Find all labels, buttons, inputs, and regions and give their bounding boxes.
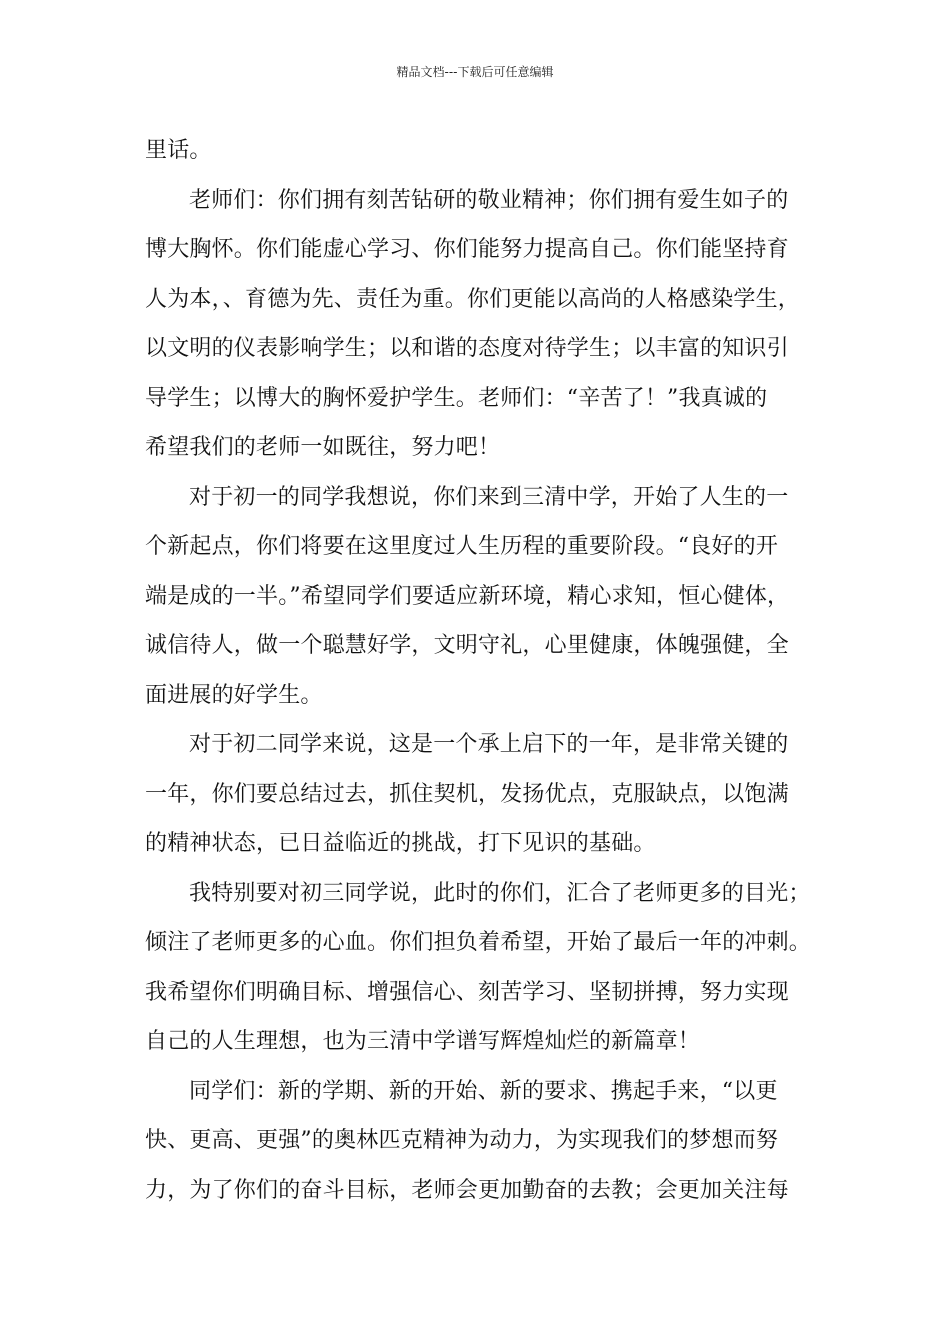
text-line: 以文明的仪表影响学生；以和谐的态度对待学生；以丰富的知识引: [145, 336, 789, 361]
text-line: 快、更高、更强”的奥林匹克精神为动力，为实现我们的梦想而努: [145, 1128, 779, 1153]
text-line: 个新起点，你们将要在这里度过人生历程的重要阶段。“良好的开: [145, 534, 779, 559]
document-body: [145, 126, 813, 1215]
text-line: 人为本，、育德为先、责任为重。你们更能以高尚的人格感染学生，: [145, 286, 801, 312]
text-line: 面进展的好学生。: [145, 682, 323, 708]
text-line: 博大胸怀。你们能虚心学习、你们能努力提高自己。你们能坚持育: [145, 237, 789, 262]
text-line: 的精神状态，已日益临近的挑战，打下见识的基础。: [145, 831, 656, 856]
text-line: 自己的人生理想，也为三清中学谱写辉煌灿烂的新篇章！: [145, 1029, 701, 1054]
text-line: 里话。: [145, 138, 212, 163]
page-header: 精品文档---下载后可任意编辑: [396, 65, 554, 79]
text-line: 对于初一的同学我想说，你们来到三清中学，开始了人生的一: [189, 484, 789, 510]
text-line: 我希望你们明确目标、增强信心、刻苦学习、坚韧拼搏，努力实现: [145, 979, 789, 1005]
text-line: 对于初二同学来说，这是一个承上启下的一年，是非常关键的: [189, 732, 789, 757]
text-line: 同学们：新的学期、新的开始、新的要求、携起手来，“以更: [189, 1078, 778, 1104]
text-line: 希望我们的老师一如既往，努力吧！: [145, 435, 501, 460]
text-line: 诚信待人，做一个聪慧好学，文明守礼，心里健康，体魄强健，全: [145, 633, 789, 658]
text-line: 端是成的一半。”希望同学们要适应新环境，精心求知，恒心健体，: [145, 583, 790, 609]
text-line: 我特别要对初三同学说，此时的你们，汇合了老师更多的目光；: [189, 880, 811, 906]
text-line: 倾注了老师更多的心血。你们担负着希望，开始了最后一年的冲刺。: [145, 930, 812, 955]
text-line: 老师们：你们拥有刻苦钻研的敬业精神；你们拥有爱生如子的: [189, 187, 789, 213]
text-line: 力，为了你们的奋斗目标，老师会更加勤奋的去教；会更加关注每: [145, 1177, 789, 1203]
text-line: 导学生；以博大的胸怀爱护学生。老师们：“辛苦了！”我真诚的: [145, 385, 768, 411]
text-line: 一年，你们要总结过去，抓住契机，发扬优点，克服缺点，以饱满: [145, 781, 789, 807]
